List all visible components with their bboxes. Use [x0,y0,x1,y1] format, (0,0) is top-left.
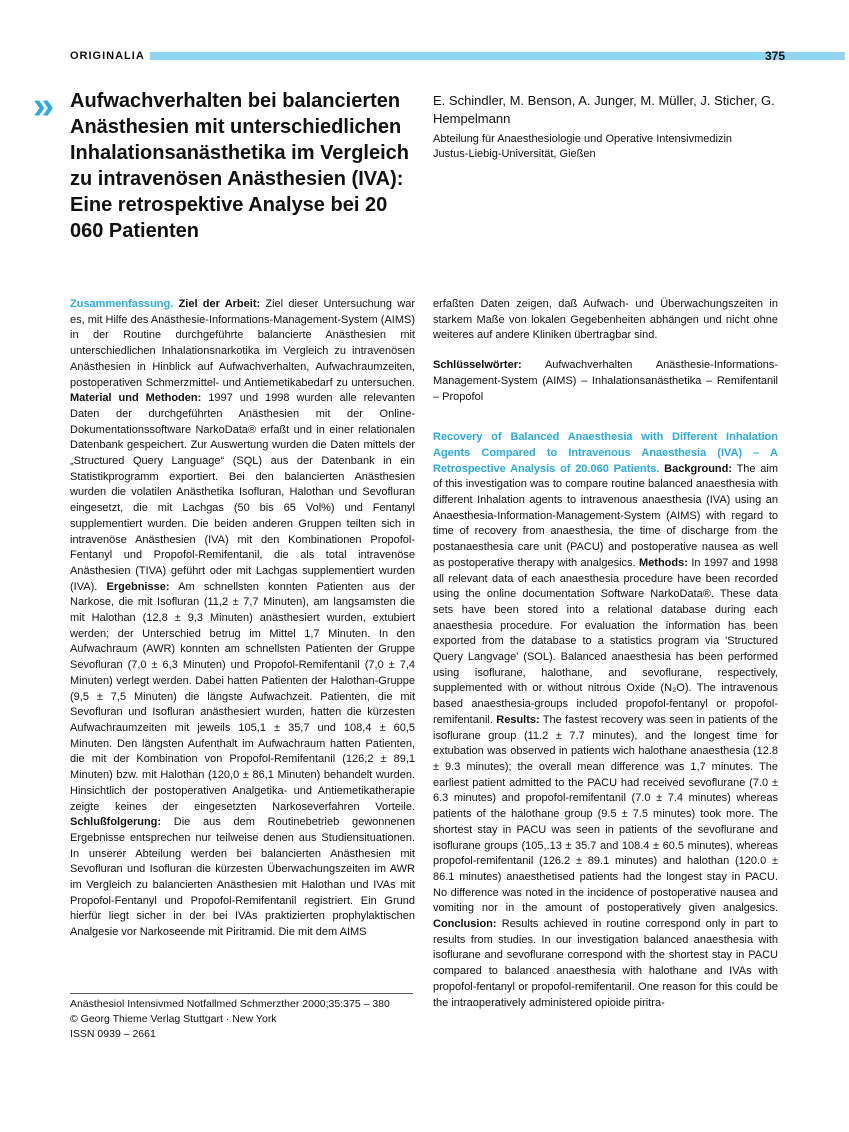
author-list: E. Schindler, M. Benson, A. Junger, M. Müller, J. Sticher, G. Hempelmann [433,93,775,126]
publisher-line: © Georg Thieme Verlag Stuttgart · New York [70,1013,277,1025]
results-text-en: The fastest recovery was seen in patients of the isoflurane group (11.2 ± 7.7 minutes), and the longest time for extubation was observed in patients wich halothane anaesthesia (12.8 ± 9.3 minutes); the overall mean difference was 1,7 minutes. The earliest patient admitted to the PACU had received sevoflurane (7.0 ± 6.3 minutes) and propofol-remifentanil (7.0 ± 7.4 minutes) whereas patients of the halothane group (9.5 ± 7.5 minutes) took more. The shortest stay in PACU was seen in patients of the sevoflurane and isoflurane groups (105,.13 ± 35.7 and 108.4 ± 60.5 minutes), whereas propofol-remifentanil (126.2 ± 89.1 minutes) and halothan (120.0 ± 86.1 minutes) anaesthetised patients had the longest stay in PACU. No difference was noted in the incidence of postoperative nausea and vomiting nor in the amount of postoperatively given analgesics. [433,713,778,915]
results-label-en: Results: [496,713,540,726]
methods-text-en: In 1997 and 1998 all relevant data of each anaesthesia procedure have been recorded using the online documentation Software NarkoData®. These data sets have been stored into a relational database during each anaesthesia procedure. For evaluation the information has been exported from the database to a statistics program via 'Structured Query Langvage' (SOL). Balanced anaesthesia has been performed using isoflurane, halothane, and sevoflurane, respectively, supplemented with or without nitrous Oxide (N₂O). The intravenous based anaesthesia-groups included propofol-fentanyl or propofol-remifentanil. [433,556,779,726]
keywords-text: Aufwachverhalten Anästhesie-Informations-Management-System (AIMS) – Inhalationsanästhetika – Remifentanil – Propofol [433,359,779,403]
background-label: Background: [664,462,733,475]
abstract-german-continuation: erfaßten Daten zeigen, daß Aufwach- und Überwachungszeiten in starkem Maße von lokalen Gegebenheiten abhängen und nicht ohne weiteres auf andere Kliniken übertragbar sind. [433,298,778,342]
conclusion-label: Schlußfolgerung: [70,816,162,829]
abstract-english [433,430,778,1011]
title-quote-icon: » [33,85,51,127]
affiliation-university: Justus-Liebig-Universität, Gießen [433,148,596,160]
issn-line: ISSN 0939 – 2661 [70,1028,156,1040]
journal-citation: Anästhesiol Intensivmed Notfallmed Schmerzther 2000;35:375 – 380 [70,998,390,1010]
article-title: Aufwachverhalten bei balancierten Anästhesien mit unterschiedlichen Inhalationsanästhetika im Vergleich zu intravenösen Anästhesien (IVA): Eine retrospektive Analyse bei 20 060 Patienten [70,90,410,242]
section-label: ORIGINALIA [70,50,145,62]
citation-footer [70,997,415,1042]
english-title: Recovery of Balanced Anaesthesia with Different Inhalation Agents Compared to Intravenous Anaesthesia (IVA) – A Retrospective Analysis of 20.060 Patients. [433,431,778,475]
conclusion-text-en: Results achieved in routine correspond only in part to results from studies. In our investigation balanced anaesthesia with isoflurane and sevoflurane correspond with the shortest stay in PACU compared to balanced anaesthesia with halothane and IVAs with propofol-fentanyl or propofol-remifentanil. One reason for this could be the intraoperatively administered opioide piritra- [433,918,778,1009]
keywords-label: Schlüsselwörter: [433,359,522,372]
results-text: Am schnellsten konnten Patienten aus der Narkose, die mit Isofluran (11,2 ± 7,7 Minuten), am langsamsten die mit Halothan (12,8 ± 9,3 Minuten) anästhesiert wurden, extubiert werden; der Unterschied betrug im Mittel 1,7 Minuten. In den Aufwachraum (AWR) konnten am schnellsten Patienten der Gruppe Sevofluran (7,0 ± 6,3 Minuten) und Propofol-Remifentanil (7,0 ± 7,4 Minuten) verlegt werden. Dabei hatten Patienten der Halothan-Gruppe (9,5 ± 7,5 Minuten) die längste Aufwachzeit. Patienten, die mit Sevofluran und Isofluran anästhesiert wurden, hatten die kürzesten Aufwachraumzeiten mit jeweils 105,1 ± 35,7 und 108,4 ± 60,5 Minuten. Den längsten Aufenthalt im Aufwachraum hatten Patienten, die mit der Kombination von Propofol-Remifentanil (126,2 ± 89,1 Minuten) bzw. mit Halothan (120,0 ± 86,1 Minuten) behandelt wurden. Hinsichtlich der postoperativen Analgetika- und Antiemetikatherapie zeigte keines der eingesetzten Narkoseverfahren Vorteile. [70,580,416,813]
background-text: The aim of this investigation was to compare routine balanced anaesthesia with different Inhalation agents to intravenous anaesthesia (IVA) using an Anaesthesia-Information-Management-System (AIMS) with regard to time of recovery from anaesthesia, the time of discharge from the postanaesthesia care unit (PACU) and postoperative nausea as well as postoperative therapy with analgesics. [433,462,778,569]
results-label: Ergebnisse: [106,580,170,593]
abstract-german-body [70,297,415,941]
abstract-german [70,297,415,941]
conclusion-label-en: Conclusion: [433,918,497,931]
affiliation [433,132,783,162]
abstract-label: Zusammenfassung. [70,298,174,310]
keywords [433,358,778,405]
methods-text: 1997 und 1998 wurden alle relevanten Daten der durchgeführten Anästhesien mit der Online-Dokumentationssoftware NarkoData® erfaßt und in einer relationalen Datenbank gespeichert. Zur Auswertung wurden die Daten mittels der „Structured Query Language“ (SQL) aus der Datenbank in ein Statistikprogramm exportiert. Bei den balancierten Anästhesien wurden die volatilen Anästhetika Isofluran, Halothan und Sevofluran eingesetzt, die mit Lachgas (50 bis 65 Vol%) und Fentanyl supplementiert wurden. Die beiden anderen Gruppen teilten sich in intravenöse Anästhesien (IVA) mit den Kombinationen Propofol-Fentanyl und Propofol-Remifentanil, die als total intravenöse Anästhesien (TIVA) geführt oder mit Lachgas supplementiert wurden (IVA). [70,392,415,593]
page-header [70,48,785,64]
right-column [433,297,778,1011]
methods-label: Material und Methoden: [70,392,202,405]
header-color-bar [150,52,845,60]
conclusion-text: Die aus dem Routinebetrieb gewonnenen Ergebnisse entsprechen nur teilweise denen aus Studiensituationen. In unserer Abteilung werden bei balancierten Anästhesien mit Sevofluran und Isofluran die kürzesten Überwachungszeiten im AWR im Vergleich zu balancierten Anästhesien mit Halothan und IVAs mit Propofol-Fentanyl und Propofol-Remifentanil registriert. Ein Grund hierfür liegt sicher in der bei IVAs praktizierten prophylaktischen Analgesie vor Narkoseende mit Piritramid. Die mit dem AIMS [70,816,415,939]
affiliation-department: Abteilung für Anaesthesiologie und Operative Intensivmedizin [433,133,733,145]
methods-label-en: Methods: [639,556,688,569]
aim-label: Ziel der Arbeit: [178,298,261,310]
footer-divider [70,993,413,994]
page-number: 375 [764,49,785,63]
aim-text: Ziel dieser Untersuchung war es, mit Hilfe des Anästhesie-Informations-Management-System (AIMS) in der Routine durchgeführte balancierte Anästhesien mit unterschiedlichen Inhalationsnarkotika im Vergleich zu intravenösen Anästhesien in Hinblick auf Aufwachverhalten, Aufwachraumzeiten, postoperativen Schmerzmittel- und Antiemetikabedarf zu untersuchen. [70,298,415,389]
